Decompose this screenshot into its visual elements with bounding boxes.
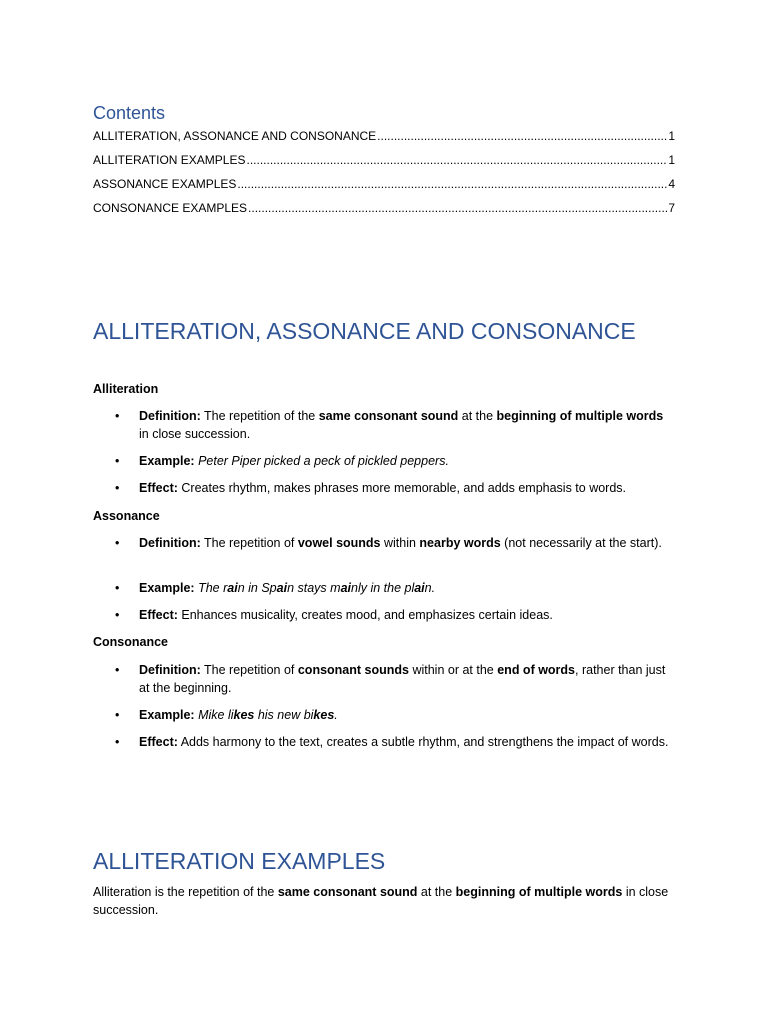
bullet-text: Effect: Adds harmony to the text, creates a subtle rhythm, and strengthens the impact of words. bbox=[139, 735, 669, 749]
toc-entry-label: ALLITERATION EXAMPLES bbox=[93, 153, 246, 167]
subhead-consonance: Consonance bbox=[93, 635, 169, 649]
bullet-assonance-definition bbox=[93, 534, 675, 552]
toc-entry-page: 4 bbox=[668, 177, 675, 191]
bullet-text: Effect: Enhances musicality, creates mood, and emphasizes certain ideas. bbox=[139, 608, 553, 622]
toc-leader bbox=[237, 176, 667, 192]
bullet-text: Definition: The repetition of vowel sounds within nearby words (not necessarily at the start). bbox=[139, 536, 662, 550]
subhead-alliteration: Alliteration bbox=[93, 382, 159, 396]
toc-entry-page: 1 bbox=[668, 129, 675, 143]
bullet-alliteration-definition bbox=[93, 407, 675, 443]
bullet-assonance-effect bbox=[93, 606, 675, 624]
toc-entry-label: ASSONANCE EXAMPLES bbox=[93, 177, 237, 191]
toc-title: Contents bbox=[93, 103, 166, 123]
toc-entry-page: 7 bbox=[668, 201, 675, 215]
bullet-text: Example: The rain in Spain stays mainly in the plain. bbox=[139, 581, 436, 595]
toc-entry-page: 1 bbox=[668, 153, 675, 167]
toc-entry-label: ALLITERATION, ASSONANCE AND CONSONANCE bbox=[93, 129, 377, 143]
bullet-icon: • bbox=[115, 581, 120, 595]
bullet-consonance-definition bbox=[93, 661, 675, 697]
toc-entry-1[interactable] bbox=[93, 128, 675, 144]
toc-entry-3[interactable] bbox=[93, 176, 675, 192]
toc-entry-4[interactable] bbox=[93, 200, 675, 216]
bullet-icon: • bbox=[115, 536, 120, 550]
bullet-consonance-example bbox=[93, 706, 675, 724]
bullet-icon: • bbox=[115, 735, 120, 749]
subhead-assonance: Assonance bbox=[93, 509, 160, 523]
bullet-icon: • bbox=[115, 663, 120, 677]
bullet-icon: • bbox=[115, 454, 120, 468]
bullet-icon: • bbox=[115, 608, 120, 622]
toc-leader bbox=[248, 200, 667, 216]
bullet-icon: • bbox=[115, 409, 120, 423]
bullet-text: Definition: The repetition of the same consonant sound at the beginning of multiple words in close succession. bbox=[139, 409, 664, 441]
bullet-text: Example: Mike likes his new bikes. bbox=[139, 708, 338, 722]
toc-leader bbox=[247, 152, 668, 168]
bullet-assonance-example bbox=[93, 579, 675, 597]
bullet-text: Definition: The repetition of consonant sounds within or at the end of words, rather than just at the beginning. bbox=[139, 663, 666, 695]
bullet-icon: • bbox=[115, 708, 120, 722]
section-heading-alliteration-examples: ALLITERATION EXAMPLES bbox=[93, 848, 386, 874]
toc-entry-2[interactable] bbox=[93, 152, 675, 168]
bullet-icon: • bbox=[115, 481, 120, 495]
section-heading-overview: ALLITERATION, ASSONANCE AND CONSONANCE bbox=[93, 318, 636, 344]
bullet-consonance-effect bbox=[93, 733, 675, 751]
bullet-text: Effect: Creates rhythm, makes phrases more memorable, and adds emphasis to words. bbox=[139, 481, 627, 495]
bullet-text: Example: Peter Piper picked a peck of pickled peppers. bbox=[139, 454, 449, 468]
toc-leader bbox=[377, 128, 667, 144]
alliteration-intro-paragraph: Alliteration is the repetition of the same consonant sound at the beginning of multiple words in close succession. bbox=[93, 885, 669, 917]
bullet-alliteration-example bbox=[93, 452, 675, 470]
bullet-alliteration-effect bbox=[93, 479, 675, 497]
toc-entry-label: CONSONANCE EXAMPLES bbox=[93, 201, 248, 215]
